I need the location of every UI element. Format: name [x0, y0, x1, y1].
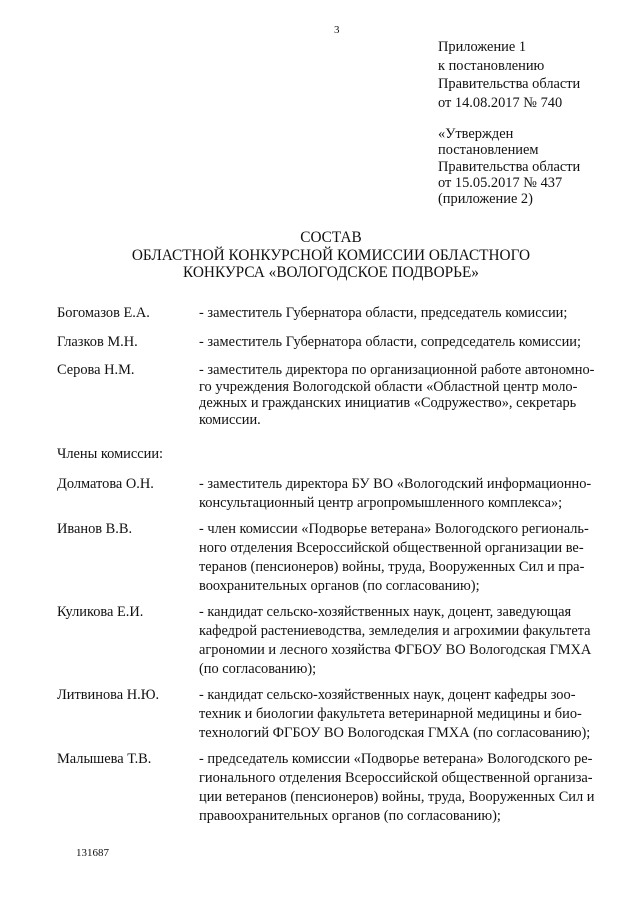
approval-line: «Утвержден: [438, 126, 514, 142]
role-line: комиссии.: [199, 411, 261, 428]
role-line: правоохранительных органов (по согласованию);: [199, 808, 501, 824]
appendix-block: [438, 38, 634, 112]
member-name: Малышева Т.В.: [57, 751, 152, 767]
roster-entry: [57, 362, 617, 428]
role-line: кафедрой растениеводства, земледелия и агрохимии факультета: [199, 623, 591, 639]
role-line: теранов (пенсионеров) войны, труда, Вооруженных Сил и пра-: [199, 559, 585, 575]
role-line: - заместитель директора БУ ВО «Вологодский информационно-: [199, 476, 592, 492]
leadership-list: [57, 305, 617, 428]
appendix-line: от 14.08.2017 № 740: [438, 94, 563, 111]
role-line: - заместитель директора по организационной работе автономно-: [199, 362, 595, 378]
roster-entry: [57, 305, 617, 322]
members-heading: Члены комиссии:: [57, 446, 164, 462]
role-line: технологий ФГБОУ ВО Вологодская ГМХА (по согласованию);: [199, 725, 591, 741]
member-name: Куликова Е.И.: [57, 604, 144, 620]
member-name: Глазков М.Н.: [57, 333, 138, 350]
role-line: консультационный центр агропромышленного комплекса»;: [199, 495, 563, 511]
member-name: Долматова О.Н.: [57, 476, 154, 492]
page-number: 3: [334, 24, 340, 36]
role-line: - кандидат сельско-хозяйственных наук, доцент кафедры зоо-: [199, 687, 576, 703]
member-role: [199, 520, 617, 596]
approval-line: постановлением: [438, 142, 539, 159]
roster-entry: [57, 686, 617, 743]
member-role: [199, 603, 617, 679]
member-name: Серова Н.М.: [57, 362, 135, 378]
roster-entry: [57, 520, 617, 596]
roster-entry: [57, 475, 617, 513]
member-role: [199, 475, 617, 513]
approval-block: [438, 126, 634, 207]
member-name: Литвинова Н.Ю.: [57, 687, 160, 703]
document-title: [60, 229, 602, 282]
roster-entry: [57, 750, 617, 826]
member-role: [199, 362, 617, 428]
members-list: [57, 475, 617, 826]
roster-entry: [57, 334, 617, 351]
role-line: - кандидат сельско-хозяйственных наук, доцент, заведующая: [199, 604, 572, 620]
appendix-line: Правительства области: [438, 76, 581, 93]
member-role: [199, 305, 617, 322]
role-line: техник и биологии факультета ветеринарной медицины и био-: [199, 706, 582, 722]
title-line: КОНКУРСА «ВОЛОГОДСКОЕ ПОДВОРЬЕ»: [183, 264, 479, 281]
role-line: (по согласованию);: [199, 661, 317, 677]
role-line: - заместитель Губернатора области, председатель комиссии;: [199, 305, 568, 321]
approval-line: (приложение 2): [438, 191, 533, 208]
member-name: Богомазов Е.А.: [57, 305, 150, 321]
role-line: агрономии и лесного хозяйства ФГБОУ ВО Вологодская ГМХА: [199, 642, 592, 658]
appendix-line: Приложение 1: [438, 39, 527, 55]
role-line: гионального отделения Всероссийской общественной организа-: [199, 770, 593, 786]
role-line: - заместитель Губернатора области, сопредседатель комиссии;: [199, 333, 581, 350]
role-line: дежных и гражданских инициатив «Содружество», секретарь: [199, 395, 577, 411]
approval-line: Правительства области: [438, 158, 581, 175]
title-line: СОСТАВ: [300, 229, 362, 246]
document-code: 131687: [76, 847, 109, 859]
member-name: Иванов В.В.: [57, 521, 133, 537]
member-role: [199, 334, 617, 351]
title-line: ОБЛАСТНОЙ КОНКУРСНОЙ КОМИССИИ ОБЛАСТНОГО: [131, 246, 531, 264]
role-line: воохранительных органов (по согласованию);: [199, 578, 480, 594]
role-line: - председатель комиссии «Подворье ветерана» Вологодского ре-: [199, 751, 593, 767]
role-line: ции ветеранов (пенсионеров) войны, труда, Вооруженных Сил и: [199, 789, 595, 805]
member-role: [199, 750, 617, 826]
approval-line: от 15.05.2017 № 437: [438, 174, 563, 191]
role-line: ного отделения Всероссийской общественной организации ве-: [199, 540, 584, 556]
role-line: го учреждения Вологодской области «Областной центр моло-: [199, 378, 578, 395]
role-line: - член комиссии «Подворье ветерана» Вологодского региональ-: [199, 521, 589, 537]
appendix-line: к постановлению: [438, 57, 545, 74]
member-role: [199, 686, 617, 743]
roster-entry: [57, 603, 617, 679]
